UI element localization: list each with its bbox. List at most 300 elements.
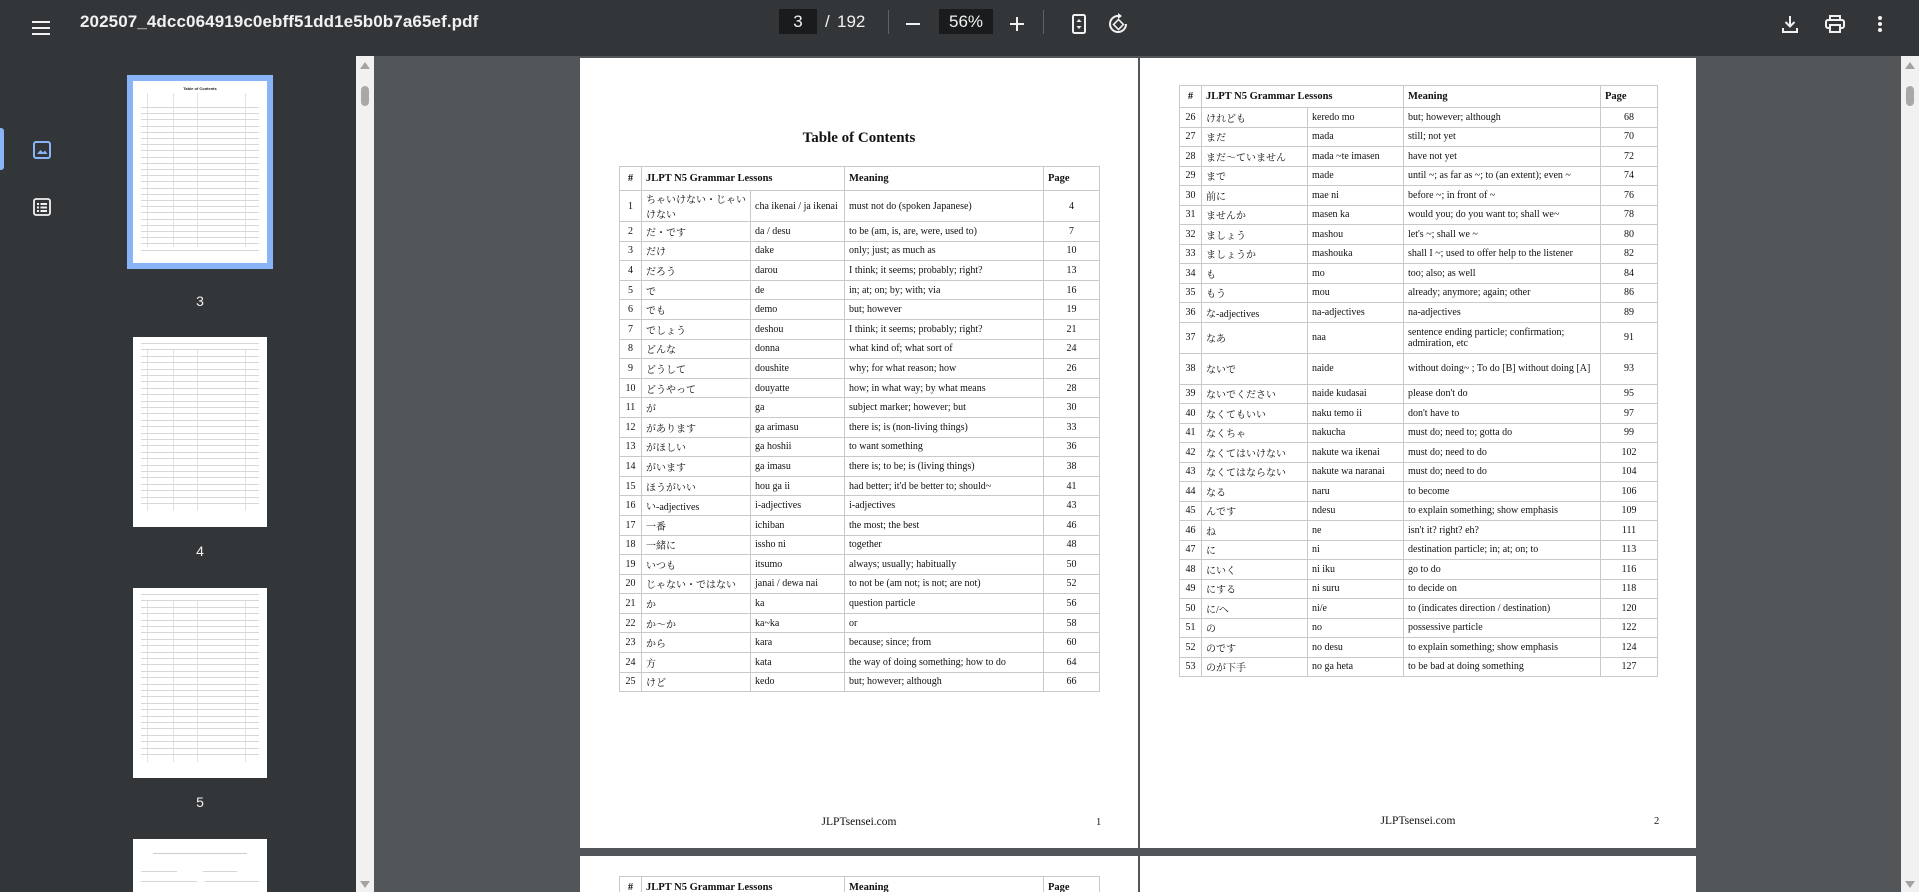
lesson-meaning: don't have to xyxy=(1404,404,1601,424)
document-scrollbar[interactable] xyxy=(1901,56,1919,892)
document-viewer xyxy=(374,56,1901,892)
row-number: 11 xyxy=(620,398,642,418)
lesson-japanese: でしょう xyxy=(642,319,751,339)
lesson-japanese: ましょうか xyxy=(1202,244,1308,264)
lesson-romaji: kara xyxy=(751,633,845,653)
row-number: 4 xyxy=(620,261,642,281)
toc-row xyxy=(1180,657,1658,677)
row-number: 47 xyxy=(1180,540,1202,560)
lesson-japanese: どうやって xyxy=(642,378,751,398)
pdf-page-next-left xyxy=(580,856,1138,892)
lesson-page: 70 xyxy=(1601,127,1658,147)
lesson-romaji: cha ikenai / ja ikenai xyxy=(751,191,845,222)
lesson-page: 21 xyxy=(1044,319,1100,339)
column-header: JLPT N5 Grammar Lessons xyxy=(642,877,845,892)
toc-row xyxy=(1180,579,1658,599)
lesson-meaning: there is; to be; is (living things) xyxy=(845,457,1044,477)
toc-row xyxy=(620,241,1100,261)
download-button[interactable] xyxy=(1776,10,1804,38)
toc-row xyxy=(1180,322,1658,353)
lesson-japanese: で xyxy=(642,280,751,300)
lesson-japanese: ないでください xyxy=(1202,384,1308,404)
lesson-meaning: question particle xyxy=(845,594,1044,614)
lesson-romaji: no ga heta xyxy=(1308,657,1404,677)
lesson-page: 104 xyxy=(1601,462,1658,482)
lesson-japanese: い-adjectives xyxy=(642,496,751,516)
toc-row xyxy=(1180,521,1658,541)
lesson-japanese: ほうがいい xyxy=(642,476,751,496)
column-header: Meaning xyxy=(845,167,1044,191)
lesson-meaning: but; however; although xyxy=(845,672,1044,692)
lesson-japanese: ませんか xyxy=(1202,205,1308,225)
toc-row xyxy=(1180,244,1658,264)
lesson-meaning: before ~; in front of ~ xyxy=(1404,186,1601,206)
zoom-out-icon xyxy=(906,23,920,25)
lesson-meaning: always; usually; habitually xyxy=(845,555,1044,575)
row-number: 8 xyxy=(620,339,642,359)
lesson-japanese: にいく xyxy=(1202,560,1308,580)
page-number-input[interactable] xyxy=(779,9,817,34)
lesson-romaji: hou ga ii xyxy=(751,476,845,496)
lesson-japanese: なくてはいけない xyxy=(1202,443,1308,463)
row-number: 20 xyxy=(620,574,642,594)
toc-row xyxy=(620,417,1100,437)
lesson-meaning: destination particle; in; at; on; to xyxy=(1404,540,1601,560)
lesson-romaji: dake xyxy=(751,241,845,261)
lesson-romaji: mada ~te imasen xyxy=(1308,147,1404,167)
lesson-meaning: must do; need to; gotta do xyxy=(1404,423,1601,443)
lesson-japanese: ちゃいけない・じゃいけない xyxy=(642,191,751,222)
lesson-meaning: to become xyxy=(1404,482,1601,502)
toc-row xyxy=(1180,599,1658,619)
lesson-meaning: na-adjectives xyxy=(1404,303,1601,323)
lesson-romaji: ndesu xyxy=(1308,501,1404,521)
lesson-japanese: まだ xyxy=(1202,127,1308,147)
lesson-romaji: nakucha xyxy=(1308,423,1404,443)
lesson-page: 82 xyxy=(1601,244,1658,264)
more-actions-button[interactable] xyxy=(1866,10,1894,38)
lesson-japanese: ね xyxy=(1202,521,1308,541)
lesson-meaning: still; not yet xyxy=(1404,127,1601,147)
row-number: 48 xyxy=(1180,560,1202,580)
lesson-page: 122 xyxy=(1601,618,1658,638)
column-header: JLPT N5 Grammar Lessons xyxy=(642,167,845,191)
lesson-meaning: the way of doing something; how to do xyxy=(845,653,1044,673)
toc-row xyxy=(620,378,1100,398)
lesson-japanese: から xyxy=(642,633,751,653)
lesson-japanese: 一緒に xyxy=(642,535,751,555)
lesson-meaning: to not be (am not; is not; are not) xyxy=(845,574,1044,594)
toc-row xyxy=(620,437,1100,457)
row-number: 17 xyxy=(620,515,642,535)
lesson-page: 93 xyxy=(1601,353,1658,384)
lesson-japanese: なくてはならない xyxy=(1202,462,1308,482)
lesson-page: 38 xyxy=(1044,457,1100,477)
lesson-page: 76 xyxy=(1601,186,1658,206)
lesson-japanese: もう xyxy=(1202,283,1308,303)
lesson-page: 60 xyxy=(1044,633,1100,653)
toc-row xyxy=(620,280,1100,300)
fit-page-button[interactable] xyxy=(1065,10,1093,38)
lesson-page: 7 xyxy=(1044,222,1100,242)
lesson-meaning: but; however xyxy=(845,300,1044,320)
row-number: 16 xyxy=(620,496,642,516)
scroll-down-arrow[interactable] xyxy=(360,881,370,888)
row-number: 40 xyxy=(1180,404,1202,424)
row-number: 38 xyxy=(1180,353,1202,384)
scrollbar-thumb[interactable] xyxy=(1906,86,1914,106)
lesson-japanese: があります xyxy=(642,417,751,437)
lesson-romaji: ni xyxy=(1308,540,1404,560)
scroll-up-arrow[interactable] xyxy=(360,62,370,69)
row-number: 15 xyxy=(620,476,642,496)
lesson-page: 102 xyxy=(1601,443,1658,463)
lesson-page: 74 xyxy=(1601,166,1658,186)
lesson-page: 64 xyxy=(1044,653,1100,673)
total-pages: 192 xyxy=(837,12,866,31)
toc-row xyxy=(1180,462,1658,482)
lesson-meaning: I think; it seems; probably; right? xyxy=(845,261,1044,281)
toc-row xyxy=(620,339,1100,359)
lesson-page: 30 xyxy=(1044,398,1100,418)
toc-row xyxy=(1180,283,1658,303)
lesson-japanese: か～か xyxy=(642,613,751,633)
row-number: 27 xyxy=(1180,127,1202,147)
lesson-japanese: のが下手 xyxy=(1202,657,1308,677)
lesson-page: 16 xyxy=(1044,280,1100,300)
lesson-meaning: to explain something; show emphasis xyxy=(1404,638,1601,658)
toc-row xyxy=(620,457,1100,477)
lesson-romaji: mashouka xyxy=(1308,244,1404,264)
lesson-romaji: kedo xyxy=(751,672,845,692)
lesson-page: 50 xyxy=(1044,555,1100,575)
scrollbar-thumb[interactable] xyxy=(361,86,369,106)
toc-table xyxy=(619,876,1100,892)
toc-row xyxy=(620,222,1100,242)
lesson-romaji: naku temo ii xyxy=(1308,404,1404,424)
page-separator: / xyxy=(825,12,830,31)
row-number: 34 xyxy=(1180,264,1202,284)
lesson-japanese: 一番 xyxy=(642,515,751,535)
row-number: 9 xyxy=(620,359,642,379)
lesson-romaji: ichiban xyxy=(751,515,845,535)
print-button[interactable] xyxy=(1821,10,1849,38)
lesson-japanese: にする xyxy=(1202,579,1308,599)
page-footer: JLPTsensei.com xyxy=(1380,815,1456,827)
toc-row xyxy=(620,633,1100,653)
toc-row xyxy=(1180,108,1658,128)
print-icon xyxy=(1825,15,1845,33)
toc-row xyxy=(1180,186,1658,206)
column-header: Page xyxy=(1044,877,1100,892)
thumbnail-scrollbar[interactable] xyxy=(356,56,374,892)
row-number: 19 xyxy=(620,555,642,575)
lesson-romaji: itsumo xyxy=(751,555,845,575)
thumbnail-label: 5 xyxy=(196,794,204,810)
lesson-meaning: must do; need to do xyxy=(1404,462,1601,482)
rotate-icon xyxy=(1107,13,1129,35)
lesson-romaji: mashou xyxy=(1308,225,1404,245)
lesson-meaning: without doing~ ; To do [B] without doing [A] xyxy=(1404,353,1601,384)
lesson-romaji: naru xyxy=(1308,482,1404,502)
row-number: 3 xyxy=(620,241,642,261)
lesson-meaning: to (indicates direction / destination) xyxy=(1404,599,1601,619)
lesson-romaji: ka xyxy=(751,594,845,614)
lesson-page: 28 xyxy=(1044,378,1100,398)
thumbnail-label: 3 xyxy=(196,293,204,309)
toc-row xyxy=(1180,618,1658,638)
row-number: 35 xyxy=(1180,283,1202,303)
lesson-page: 52 xyxy=(1044,574,1100,594)
lesson-meaning: would you; do you want to; shall we~ xyxy=(1404,205,1601,225)
lesson-romaji: nakute wa naranai xyxy=(1308,462,1404,482)
lesson-japanese: に/へ xyxy=(1202,599,1308,619)
lesson-romaji: issho ni xyxy=(751,535,845,555)
scroll-down-arrow[interactable] xyxy=(1905,881,1915,888)
toc-row xyxy=(620,613,1100,633)
lesson-romaji: nakute wa ikenai xyxy=(1308,443,1404,463)
row-number: 37 xyxy=(1180,322,1202,353)
row-number: 21 xyxy=(620,594,642,614)
toc-table xyxy=(619,166,1100,692)
lesson-page: 116 xyxy=(1601,560,1658,580)
lesson-page: 24 xyxy=(1044,339,1100,359)
row-number: 36 xyxy=(1180,303,1202,323)
lesson-japanese: まで xyxy=(1202,166,1308,186)
lesson-romaji: masen ka xyxy=(1308,205,1404,225)
sidebar-rail xyxy=(0,56,82,892)
row-number: 43 xyxy=(1180,462,1202,482)
lesson-page: 46 xyxy=(1044,515,1100,535)
toc-row xyxy=(1180,303,1658,323)
toc-row xyxy=(1180,482,1658,502)
toc-row xyxy=(1180,205,1658,225)
lesson-romaji: naa xyxy=(1308,322,1404,353)
row-number: 49 xyxy=(1180,579,1202,599)
thumbnail-page-6[interactable] xyxy=(133,839,267,892)
toc-row xyxy=(620,300,1100,320)
row-number: 18 xyxy=(620,535,642,555)
toc-row xyxy=(1180,147,1658,167)
toc-row xyxy=(620,594,1100,614)
row-number: 33 xyxy=(1180,244,1202,264)
lesson-meaning: but; however; although xyxy=(1404,108,1601,128)
lesson-romaji: de xyxy=(751,280,845,300)
lesson-meaning: already; anymore; again; other xyxy=(1404,283,1601,303)
lesson-japanese: どうして xyxy=(642,359,751,379)
lesson-page: 33 xyxy=(1044,417,1100,437)
lesson-romaji: mada xyxy=(1308,127,1404,147)
lesson-page: 109 xyxy=(1601,501,1658,521)
lesson-page: 26 xyxy=(1044,359,1100,379)
toc-row xyxy=(1180,127,1658,147)
lesson-page: 72 xyxy=(1601,147,1658,167)
lesson-japanese: に xyxy=(1202,540,1308,560)
lesson-japanese: なくてもいい xyxy=(1202,404,1308,424)
thumbnail-panel xyxy=(82,56,356,892)
thumbnails-view-button[interactable] xyxy=(22,130,62,170)
lesson-meaning: possessive particle xyxy=(1404,618,1601,638)
pdf-toolbar xyxy=(0,0,1919,56)
toc-row xyxy=(620,672,1100,692)
lesson-page: 58 xyxy=(1044,613,1100,633)
column-header: # xyxy=(620,167,642,191)
lesson-page: 99 xyxy=(1601,423,1658,443)
lesson-romaji: ni/e xyxy=(1308,599,1404,619)
lesson-japanese: がいます xyxy=(642,457,751,477)
lesson-meaning: or xyxy=(845,613,1044,633)
fit-page-icon xyxy=(1072,14,1086,34)
row-number: 22 xyxy=(620,613,642,633)
lesson-japanese: なあ xyxy=(1202,322,1308,353)
lesson-page: 68 xyxy=(1601,108,1658,128)
lesson-japanese: いつも xyxy=(642,555,751,575)
lesson-romaji: ne xyxy=(1308,521,1404,541)
row-number: 46 xyxy=(1180,521,1202,541)
lesson-meaning: only; just; as much as xyxy=(845,241,1044,261)
page-number: 1 xyxy=(1096,817,1102,828)
lesson-page: 48 xyxy=(1044,535,1100,555)
lesson-japanese: じゃない・ではない xyxy=(642,574,751,594)
lesson-page: 84 xyxy=(1601,264,1658,284)
toc-row xyxy=(1180,384,1658,404)
toc-row xyxy=(620,476,1100,496)
lesson-romaji: no xyxy=(1308,618,1404,638)
lesson-page: 80 xyxy=(1601,225,1658,245)
lesson-japanese: だ・です xyxy=(642,222,751,242)
lesson-japanese: ましょう xyxy=(1202,225,1308,245)
lesson-japanese: が xyxy=(642,398,751,418)
lesson-meaning: must not do (spoken Japanese) xyxy=(845,191,1044,222)
lesson-romaji: deshou xyxy=(751,319,845,339)
toc-row xyxy=(620,555,1100,575)
toc-row xyxy=(620,261,1100,281)
lesson-meaning: to explain something; show emphasis xyxy=(1404,501,1601,521)
toc-row xyxy=(620,496,1100,516)
page-title: Table of Contents xyxy=(802,130,916,146)
row-number: 5 xyxy=(620,280,642,300)
list-icon xyxy=(33,198,51,216)
toolbar-divider xyxy=(1043,10,1044,34)
lesson-meaning: because; since; from xyxy=(845,633,1044,653)
toc-row xyxy=(1180,638,1658,658)
lesson-romaji: mo xyxy=(1308,264,1404,284)
pdf-page-right xyxy=(1140,58,1696,848)
row-number: 14 xyxy=(620,457,642,477)
zoom-level-input[interactable]: 56% xyxy=(939,9,993,34)
lesson-romaji: ga xyxy=(751,398,845,418)
toc-row xyxy=(1180,166,1658,186)
lesson-meaning: must do; need to do xyxy=(1404,443,1601,463)
lesson-japanese: けど xyxy=(642,672,751,692)
lesson-meaning: had better; it'd be better to; should~ xyxy=(845,476,1044,496)
row-number: 30 xyxy=(1180,186,1202,206)
lesson-meaning: to be (am, is, are, were, used to) xyxy=(845,222,1044,242)
toc-row xyxy=(1180,353,1658,384)
outline-view-button[interactable] xyxy=(22,187,62,227)
lesson-japanese: ないで xyxy=(1202,353,1308,384)
row-number: 26 xyxy=(1180,108,1202,128)
toc-row xyxy=(620,535,1100,555)
lesson-romaji: darou xyxy=(751,261,845,281)
lesson-japanese: だろう xyxy=(642,261,751,281)
scroll-up-arrow[interactable] xyxy=(1905,62,1915,69)
lesson-meaning: please don't do xyxy=(1404,384,1601,404)
lesson-japanese: なくちゃ xyxy=(1202,423,1308,443)
row-number: 53 xyxy=(1180,657,1202,677)
lesson-japanese: けれども xyxy=(1202,108,1308,128)
lesson-meaning: isn't it? right? eh? xyxy=(1404,521,1601,541)
lesson-meaning: sentence ending particle; confirmation; admiration, etc xyxy=(1404,322,1601,353)
row-number: 45 xyxy=(1180,501,1202,521)
row-number: 29 xyxy=(1180,166,1202,186)
thumbnail-title: Table of Contents xyxy=(183,86,217,91)
lesson-page: 41 xyxy=(1044,476,1100,496)
row-number: 50 xyxy=(1180,599,1202,619)
lesson-romaji: ga arimasu xyxy=(751,417,845,437)
row-number: 24 xyxy=(620,653,642,673)
lesson-meaning: what kind of; what sort of xyxy=(845,339,1044,359)
lesson-meaning: have not yet xyxy=(1404,147,1601,167)
lesson-romaji: ga hoshii xyxy=(751,437,845,457)
toc-row xyxy=(1180,540,1658,560)
lesson-meaning: the most; the best xyxy=(845,515,1044,535)
lesson-page: 66 xyxy=(1044,672,1100,692)
lesson-romaji: made xyxy=(1308,166,1404,186)
lesson-meaning: subject marker; however; but xyxy=(845,398,1044,418)
zoom-out-button[interactable] xyxy=(899,10,927,38)
lesson-japanese: か xyxy=(642,594,751,614)
lesson-romaji: kata xyxy=(751,653,845,673)
lesson-meaning: to want something xyxy=(845,437,1044,457)
row-number: 25 xyxy=(620,672,642,692)
toc-row xyxy=(620,398,1100,418)
row-number: 31 xyxy=(1180,205,1202,225)
lesson-romaji: i-adjectives xyxy=(751,496,845,516)
lesson-page: 124 xyxy=(1601,638,1658,658)
lesson-page: 36 xyxy=(1044,437,1100,457)
thumbnail-page-4[interactable] xyxy=(133,337,267,527)
thumbnail-page-3[interactable] xyxy=(133,81,267,263)
column-header: # xyxy=(1180,86,1202,108)
active-view-indicator xyxy=(0,128,4,170)
lesson-page: 111 xyxy=(1601,521,1658,541)
lesson-japanese: 方 xyxy=(642,653,751,673)
column-header: Page xyxy=(1044,167,1100,191)
row-number: 32 xyxy=(1180,225,1202,245)
zoom-in-button[interactable] xyxy=(1003,10,1031,38)
toc-row xyxy=(1180,404,1658,424)
row-number: 51 xyxy=(1180,618,1202,638)
lesson-japanese: の xyxy=(1202,618,1308,638)
menu-icon[interactable] xyxy=(26,13,56,43)
lesson-meaning: I think; it seems; probably; right? xyxy=(845,319,1044,339)
rotate-button[interactable] xyxy=(1104,10,1132,38)
toc-row xyxy=(620,319,1100,339)
column-header: Meaning xyxy=(1404,86,1601,108)
lesson-page: 127 xyxy=(1601,657,1658,677)
row-number: 6 xyxy=(620,300,642,320)
toc-row xyxy=(1180,264,1658,284)
lesson-romaji: naide xyxy=(1308,353,1404,384)
thumbnail-page-5[interactable] xyxy=(133,588,267,778)
lesson-page: 13 xyxy=(1044,261,1100,281)
column-header: Page xyxy=(1601,86,1658,108)
column-header: # xyxy=(620,877,642,892)
toc-row xyxy=(620,574,1100,594)
lesson-meaning: together xyxy=(845,535,1044,555)
lesson-romaji: ni suru xyxy=(1308,579,1404,599)
